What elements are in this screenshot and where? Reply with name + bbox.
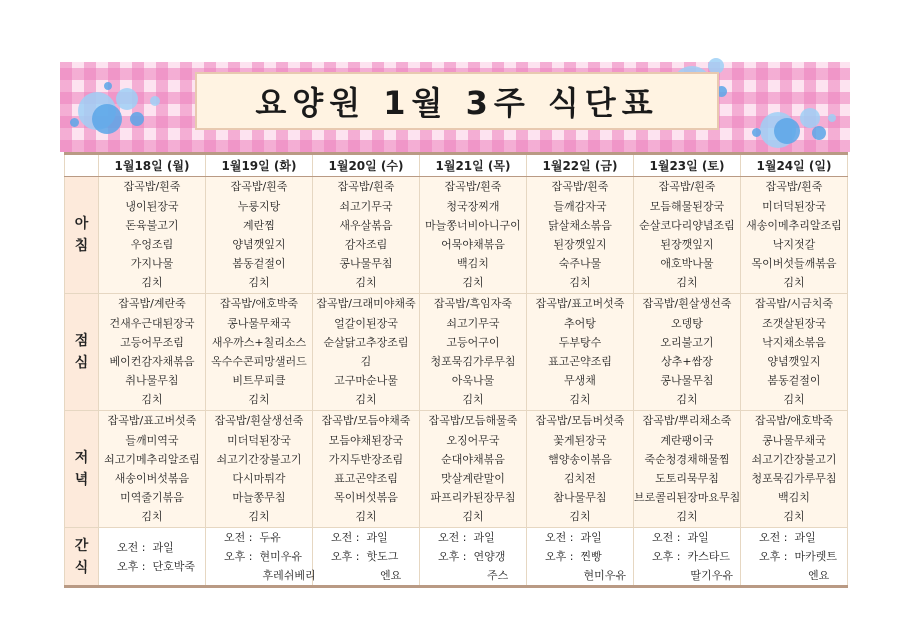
meal-label [65, 411, 99, 528]
menu-item: 새송이버섯볶음 [114, 472, 190, 485]
menu-item: 잡곡밥/흰죽 [230, 180, 288, 194]
menu-item: 베이컨감자채볶음 [109, 355, 195, 368]
menu-item: 잡곡밥/흰죽 [123, 180, 181, 194]
snack-item: 오전 : 과일 [331, 531, 388, 544]
snack-item: 오전 : 과일 [545, 531, 602, 544]
menu-table [64, 152, 848, 588]
meal-label [65, 528, 99, 587]
menu-item: 순대야채볶음 [441, 452, 505, 466]
menu-item: 취나물무침 [125, 374, 179, 388]
menu-item: 잡곡밥/흰죽 [337, 180, 395, 194]
menu-item: 표고곤약조림 [548, 355, 612, 368]
menu-item: 김치 [462, 510, 484, 524]
menu-item: 봄동겉절이 [232, 257, 286, 271]
menu-item: 참나물무침 [553, 491, 607, 505]
snack-item: 오후 : 마카렛트 [759, 550, 837, 563]
menu-item: 콩나물무침 [660, 374, 714, 388]
snack-item: 주스 [438, 569, 509, 582]
menu-item: 김치 [248, 393, 270, 407]
snack-item: 오후 : 현미우유 [224, 550, 302, 563]
menu-item: 김치 [141, 276, 163, 290]
menu-item: 된장깻잎지 [553, 238, 607, 251]
menu-item: 청포묵김가루무침 [751, 472, 837, 485]
menu-cell [634, 294, 741, 411]
day-header: 1월23일 (토) [634, 154, 741, 177]
menu-item: 잡곡밥/계란죽 [118, 297, 186, 311]
menu-item: 김치 [676, 393, 698, 407]
day-header-row [65, 154, 848, 177]
menu-item: 김치 [783, 276, 805, 290]
menu-cell [313, 528, 420, 587]
day-header: 1월20일 (수) [313, 154, 420, 177]
menu-cell [313, 411, 420, 528]
snack-item: 엔요 [331, 569, 402, 582]
menu-item: 김치 [248, 276, 270, 290]
snack-item: 오전 : 두유 [224, 531, 281, 544]
menu-item: 잡곡밥/모듬버섯죽 [535, 414, 625, 428]
menu-item: 비트무피클 [232, 374, 286, 388]
menu-cell [99, 411, 206, 528]
menu-item: 청포묵김가루무침 [430, 355, 516, 368]
menu-item: 양념깻잎지 [232, 238, 286, 251]
menu-item: 김치 [462, 393, 484, 407]
menu-item: 김 [360, 355, 372, 368]
menu-item: 김치 [141, 393, 163, 407]
menu-cell [420, 177, 527, 294]
menu-item: 콩나물무채국 [762, 433, 826, 447]
menu-cell [527, 177, 634, 294]
menu-item: 김치전 [564, 472, 596, 485]
menu-item: 김치 [355, 393, 377, 407]
snack-item: 현미우유 [545, 569, 626, 582]
menu-item: 냉이된장국 [125, 199, 179, 213]
menu-item: 잡곡밥/흰죽 [658, 180, 716, 194]
menu-item: 들깨미역국 [125, 433, 179, 447]
menu-item: 새우살볶음 [339, 218, 393, 232]
menu-item: 오리불고기 [660, 335, 714, 349]
snack-item: 엔요 [759, 569, 830, 582]
menu-item: 김치 [569, 276, 591, 290]
menu-item: 잡곡밥/시금치죽 [754, 297, 834, 311]
meal-label-char: 심 [74, 355, 89, 371]
menu-item: 꽃게된장국 [553, 433, 607, 447]
menu-cell [527, 294, 634, 411]
meal-label-char: 식 [74, 559, 89, 576]
menu-item: 김치 [783, 510, 805, 524]
menu-cell [527, 528, 634, 587]
menu-item: 잡곡밥/흰살생선죽 [642, 297, 732, 311]
menu-item: 미더덕된장국 [762, 199, 826, 213]
meal-label-char: 녁 [74, 472, 89, 488]
menu-item: 고구마순나물 [334, 374, 398, 388]
menu-cell [741, 528, 848, 587]
menu-item: 잡곡밥/흰살생선죽 [214, 414, 304, 428]
menu-item: 백김치 [778, 491, 810, 505]
meal-label [65, 177, 99, 294]
menu-item: 잡곡밥/뿌리채소죽 [642, 414, 732, 428]
menu-item: 새우까스+칠리소스 [211, 335, 307, 349]
menu-item: 조갯살된장국 [762, 316, 826, 330]
menu-item: 잡곡밥/표고버섯죽 [535, 297, 625, 311]
menu-item: 김치 [676, 276, 698, 290]
menu-cell [420, 528, 527, 587]
meal-label-char: 침 [74, 238, 89, 254]
meal-label-char: 점 [74, 333, 89, 349]
menu-item: 건새우근대된장국 [109, 316, 195, 330]
menu-item: 오뎅탕 [671, 316, 703, 330]
menu-item: 새송이메추리알조림 [746, 218, 842, 232]
menu-item: 백김치 [457, 257, 489, 271]
menu-item: 추어탕 [564, 316, 596, 330]
snack-item: 오전 : 과일 [652, 531, 709, 544]
title-box [195, 72, 719, 130]
menu-item: 김치 [783, 393, 805, 407]
menu-item: 도토리묵무침 [655, 472, 719, 485]
menu-item: 고등어무조림 [120, 335, 184, 349]
menu-item: 맛살계란말이 [441, 472, 505, 485]
menu-item: 죽순청경채해물찜 [644, 452, 730, 466]
meal-label-char: 아 [74, 216, 89, 232]
menu-item: 마늘쫑너비아니구이 [425, 218, 521, 232]
menu-item: 김치 [569, 510, 591, 524]
page-title: 요양원 1월 3주 식단표 [255, 84, 659, 122]
menu-item: 순살닭고추장조림 [323, 335, 409, 349]
snack-item: 오전 : 과일 [438, 531, 495, 544]
menu-item: 목이버섯볶음 [334, 491, 398, 505]
snack-item: 오전 : 과일 [117, 540, 174, 554]
day-header: 1월19일 (화) [206, 154, 313, 177]
snack-row [65, 528, 848, 587]
breakfast-row [65, 177, 848, 294]
menu-cell [206, 294, 313, 411]
menu-item: 가지나물 [130, 257, 174, 271]
menu-item: 감자조림 [344, 238, 388, 251]
menu-item: 낙지젓갈 [772, 238, 816, 251]
menu-cell [206, 528, 316, 587]
menu-item: 김치 [355, 276, 377, 290]
menu-item: 얼갈이된장국 [334, 316, 398, 330]
menu-item: 누룽지탕 [237, 199, 281, 213]
menu-item: 파프리카된장무침 [430, 491, 516, 505]
snack-item: 오후 : 단호박죽 [117, 559, 195, 573]
menu-item: 잡곡밥/흰죽 [765, 180, 823, 194]
menu-cell [99, 528, 206, 587]
menu-item: 콩나물무채국 [227, 316, 291, 330]
snack-item: 오후 : 연양갱 [438, 550, 506, 563]
menu-item: 잡곡밥/애호박죽 [754, 414, 834, 428]
menu-item: 두부탕수 [558, 335, 602, 349]
header-corner [65, 154, 99, 177]
snack-item: 오후 : 찐빵 [545, 550, 602, 563]
menu-cell [634, 411, 741, 528]
day-header: 1월18일 (월) [99, 154, 206, 177]
menu-item: 표고곤약조림 [334, 472, 398, 485]
menu-item: 김치 [676, 510, 698, 524]
menu-cell [313, 294, 420, 411]
menu-item: 햄양송이볶음 [548, 452, 612, 466]
menu-item: 쇠고기메추리알조림 [104, 452, 200, 466]
menu-item: 미역줄기볶음 [120, 491, 184, 505]
day-header: 1월22일 (금) [527, 154, 634, 177]
menu-cell [634, 177, 741, 294]
menu-item: 김치 [141, 510, 163, 524]
menu-item: 쇠고기무국 [339, 199, 393, 213]
menu-item: 잡곡밥/애호박죽 [219, 297, 299, 311]
menu-item: 들깨감자국 [553, 199, 607, 213]
lunch-row [65, 294, 848, 411]
menu-item: 마늘쫑무침 [232, 491, 286, 505]
menu-item: 상추+쌈장 [661, 355, 713, 368]
menu-cell [741, 177, 848, 294]
menu-cell [420, 294, 527, 411]
menu-item: 쇠고기간장불고기 [751, 452, 837, 466]
day-header: 1월21일 (목) [420, 154, 527, 177]
menu-item: 닭살채소볶음 [548, 218, 612, 232]
menu-cell [420, 411, 527, 528]
menu-item: 순살코다리양념조림 [639, 218, 735, 232]
menu-cell [206, 177, 313, 294]
menu-item: 무생채 [564, 374, 596, 388]
menu-item: 낙지채소볶음 [762, 335, 826, 349]
menu-item: 미더덕된장국 [227, 433, 291, 447]
menu-item: 다시마튀각 [232, 472, 286, 485]
day-header: 1월24일 (일) [741, 154, 848, 177]
menu-item: 모듬해물된장국 [649, 199, 725, 213]
menu-item: 잡곡밥/표고버섯죽 [107, 414, 197, 428]
menu-item: 아욱나물 [451, 374, 495, 388]
meal-label-char: 저 [74, 450, 89, 466]
menu-item: 숙주나물 [558, 257, 602, 271]
menu-cell [206, 411, 313, 528]
menu-item: 우엉조림 [130, 238, 174, 251]
snack-item: 오후 : 핫도그 [331, 550, 399, 563]
menu-item: 돈육불고기 [125, 218, 179, 232]
menu-item: 쇠고기간장불고기 [216, 452, 302, 466]
menu-item: 봄동겉절이 [767, 374, 821, 388]
menu-item: 계란팽이국 [660, 433, 714, 447]
menu-item: 김치 [462, 276, 484, 290]
snack-item: 후레쉬베리 [224, 569, 316, 582]
menu-item: 잡곡밥/흑임자죽 [433, 297, 513, 311]
menu-item: 애호박나물 [660, 257, 714, 271]
menu-cell [634, 528, 741, 587]
menu-cell [741, 294, 848, 411]
menu-item: 쇠고기무국 [446, 316, 500, 330]
menu-item: 옥수수콘피망샐러드 [211, 355, 307, 368]
menu-item: 된장깻잎지 [660, 238, 714, 251]
menu-cell [99, 294, 206, 411]
snack-item: 오후 : 카스타드 [652, 550, 730, 563]
snack-item: 오전 : 과일 [759, 531, 816, 544]
snack-item: 딸기우유 [652, 569, 733, 582]
menu-item: 잡곡밥/흰죽 [444, 180, 502, 194]
menu-item: 계란찜 [243, 218, 275, 232]
menu-item: 가지두반장조림 [328, 452, 404, 466]
menu-cell [313, 177, 420, 294]
menu-item: 콩나물무침 [339, 257, 393, 271]
menu-item: 잡곡밥/흰죽 [551, 180, 609, 194]
menu-item: 김치 [248, 510, 270, 524]
dinner-row [65, 411, 848, 528]
menu-item: 김치 [569, 393, 591, 407]
menu-item: 어묵야채볶음 [441, 238, 505, 251]
menu-cell [99, 177, 206, 294]
menu-item: 잡곡밥/모듬야채죽 [321, 414, 411, 428]
menu-cell [527, 411, 634, 528]
menu-item: 청국장찌개 [446, 199, 500, 213]
menu-item: 모듬야채된장국 [328, 433, 404, 447]
menu-item: 잡곡밥/크래미야채죽 [316, 297, 416, 311]
menu-item: 잡곡밥/모듬해물죽 [428, 414, 518, 428]
meal-label-char: 간 [74, 537, 89, 554]
menu-item: 오징어무국 [446, 433, 500, 447]
menu-item: 김치 [355, 510, 377, 524]
menu-item: 브로콜리된장마요무침 [634, 491, 741, 505]
menu-cell [741, 411, 848, 528]
meal-label [65, 294, 99, 411]
menu-item: 목이버섯들깨볶음 [751, 257, 837, 271]
menu-item: 고등어구이 [446, 335, 500, 349]
menu-item: 양념깻잎지 [767, 355, 821, 368]
